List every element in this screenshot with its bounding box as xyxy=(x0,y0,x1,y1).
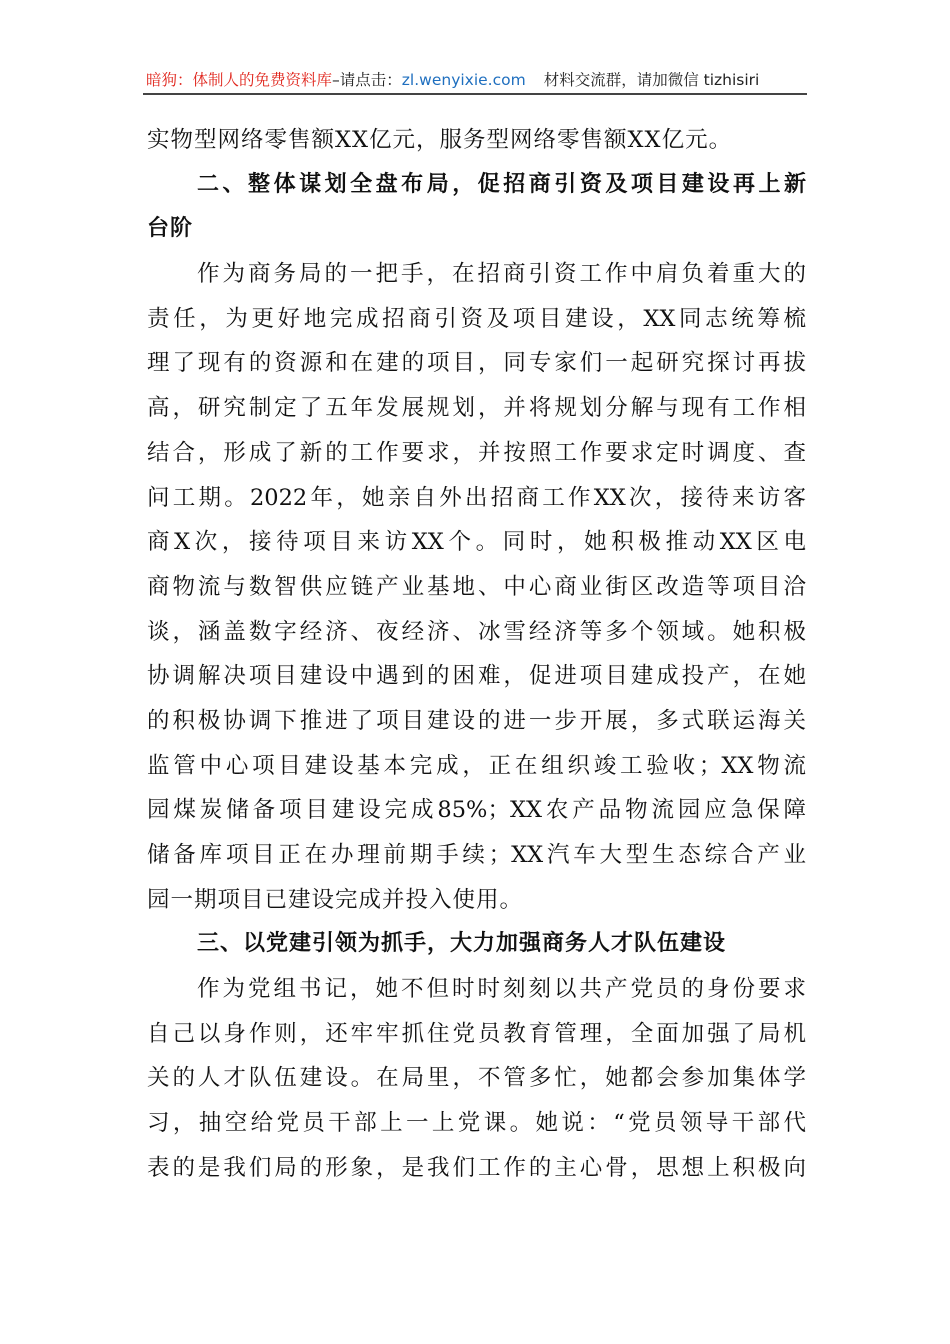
text-line: 实物型网络零售额XX亿元，服务型网络零售额XX亿元。 xyxy=(147,127,733,153)
text-line: 储备库项目正在办理前期手续；XX汽车大型生态综合产业 xyxy=(147,842,806,868)
text-line: 商物流与数智供应链产业基地、中心商业街区改造等项目洽 xyxy=(147,573,806,600)
text-line: 问工期。2022年，她亲自外出招商工作XX次，接待来访客 xyxy=(147,484,806,511)
header-url-link[interactable]: zl.wenyixie.com xyxy=(401,71,526,89)
text-line: 责任，为更好地完成招商引资及项目建设，XX同志统筹梳 xyxy=(147,305,806,332)
text-line: 高，研究制定了五年发展规划，并将规划分解与现有工作相 xyxy=(147,395,806,422)
text-line: 自己以身作则，还牢牢抓住党员教育管理，全面加强了局机 xyxy=(147,1020,806,1047)
section-heading-line: 台阶 xyxy=(147,216,194,242)
text-line: 结合，形成了新的工作要求，并按照工作要求定时调度、查 xyxy=(147,439,806,466)
page-header xyxy=(146,68,806,92)
text-line: 园一期项目已建设完成并投入使用。 xyxy=(147,886,524,913)
text-line: 的积极协调下推进了项目建设的进一步开展，多式联运海关 xyxy=(147,707,806,734)
section-heading-line: 三、以党建引领为抓手，大力加强商务人才队伍建设 xyxy=(197,931,727,957)
section-heading-line: 二、整体谋划全盘布局，促招商引资及项目建设再上新 xyxy=(197,171,806,197)
header-divider xyxy=(143,93,807,95)
header-click-label: –请点击： xyxy=(332,71,402,89)
text-line: 关的人才队伍建设。在局里，不管多忙，她都会参加集体学 xyxy=(147,1065,806,1092)
text-line: 协调解决项目建设中遇到的困难，促进项目建成投产，在她 xyxy=(147,663,806,690)
text-line: 习，抽空给党员干部上一上党课。她说：“党员领导干部代 xyxy=(147,1110,806,1137)
document-body xyxy=(147,118,806,1191)
header-contact: 材料交流群，请加微信 tizhisiri xyxy=(543,71,760,89)
text-line: 作为商务局的一把手，在招商引资工作中肩负着重大的 xyxy=(197,261,806,288)
text-line: 商X次，接待项目来访XX个。同时，她积极推动XX区电 xyxy=(147,529,806,556)
text-line: 谈，涵盖数字经济、夜经济、冰雪经济等多个领域。她积极 xyxy=(147,618,806,645)
text-line: 园煤炭储备项目建设完成85%；XX农产品物流园应急保障 xyxy=(147,797,806,824)
header-promo: 暗狗：体制人的免费资料库 xyxy=(146,71,333,89)
text-line: 作为党组书记，她不但时时刻刻以共产党员的身份要求 xyxy=(197,976,806,1003)
text-line: 理了现有的资源和在建的项目，同专家们一起研究探讨再拔 xyxy=(147,350,806,377)
text-line: 监管中心项目建设基本完成，正在组织竣工验收；XX物流 xyxy=(147,752,806,779)
text-line: 表的是我们局的形象，是我们工作的主心骨，思想上积极向 xyxy=(147,1154,806,1181)
